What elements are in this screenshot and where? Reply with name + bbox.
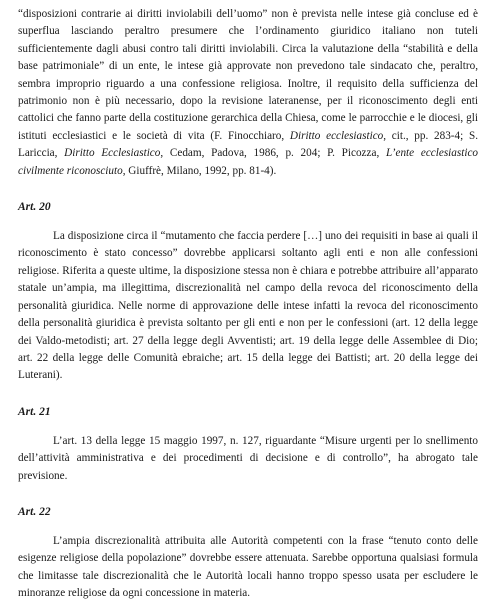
section-paragraph-art-22: L’ampia discrezionalità attribuita alle Autorità competenti con la frase “tenuto conto delle esigenze religiose della popolazione” dovrebbe essere attenuata. Sarebbe opportuna qualsiasi formula che limitasse tale discrezionalità che le Autorità locali hanno troppo spesso usata per escludere le minoranze religiose da ogni concessione in materia. [18,534,478,600]
intro-text: “disposizioni contrarie ai diritti inviolabili dell’uomo” non è prevista nelle intese già concluse ed è superflua lasciando peraltro presumere che l’ordinamento giuridico italiano non tuteli sufficientemente dagli abusi contro tali diritti inviolabili. Circa la valutazione della “stabilità e della base patrimoniale” di un ente, le intese già approvate non prevedono tale sindacato che, peraltro, sembra improprio riguardo a una confessione religiosa. Inoltre, il requisito della sufficienza del patrimonio non è più necessario, dopo la revisione lateranense, per il riconoscimento degli enti cattolici che fanno parte della costituzione gerarchica della Chiesa, come le parrocchie e le diocesi, gli istituti ecclesiastici e le società di vita (F. Finocchiaro, [18,8,478,142]
section-heading-art-21: Art. 21 [18,405,51,418]
citation-title: Diritto Ecclesiastico [64,147,161,160]
intro-paragraph [18,6,478,180]
intro-text: , cit., pp. 283-4; S. Lariccia, [18,129,478,160]
citation-title: Diritto ecclesiastico [289,129,384,142]
section-heading-art-20: Art. 20 [18,201,51,214]
intro-text: , Giuffrè, Milano, 1992, pp. 81-4). [122,164,277,177]
section-paragraph-art-21: L’art. 13 della legge 15 maggio 1997, n. 127, riguardante “Misure urgenti per lo snellimento dell’attività amministrativa e dei procedimenti di decisione e di controllo”, ha abrogato tale previsione. [18,434,478,482]
citation-title: L’ente ecclesiastico civilmente riconosciuto [18,147,479,177]
intro-text: , Cedam, Padova, 1986, p. 204; P. Picozza, [160,147,386,160]
section-paragraph-art-20: La disposizione circa il “mutamento che faccia perdere […] uno dei requisiti in base ai quali il riconoscimento è stato concesso” dovrebbe applicarsi soltanto agli enti e non alle confessioni religiose. Riferita a queste ultime, la disposizione stessa non è chiara e potrebbe attribuire all’apparato statale un’ampia, ma illegittima, discrezionalità nel campo della revoca del riconoscimento della personalità giuridica. Nelle norme di approvazione delle intese infatti la revoca del riconoscimento della personalità giuridica è prevista soltanto per gli enti e non per le confessioni (art. 12 della legge dei Valdo-metodisti; art. 27 della legge degli Avventisti; art. 19 della legge delle Assemblee di Dio; art. 22 della legge delle Comunità ebraiche; art. 15 della legge dei Battisti; art. 20 della legge dei Luterani). [18,230,478,382]
section-heading-art-22: Art. 22 [18,505,51,518]
